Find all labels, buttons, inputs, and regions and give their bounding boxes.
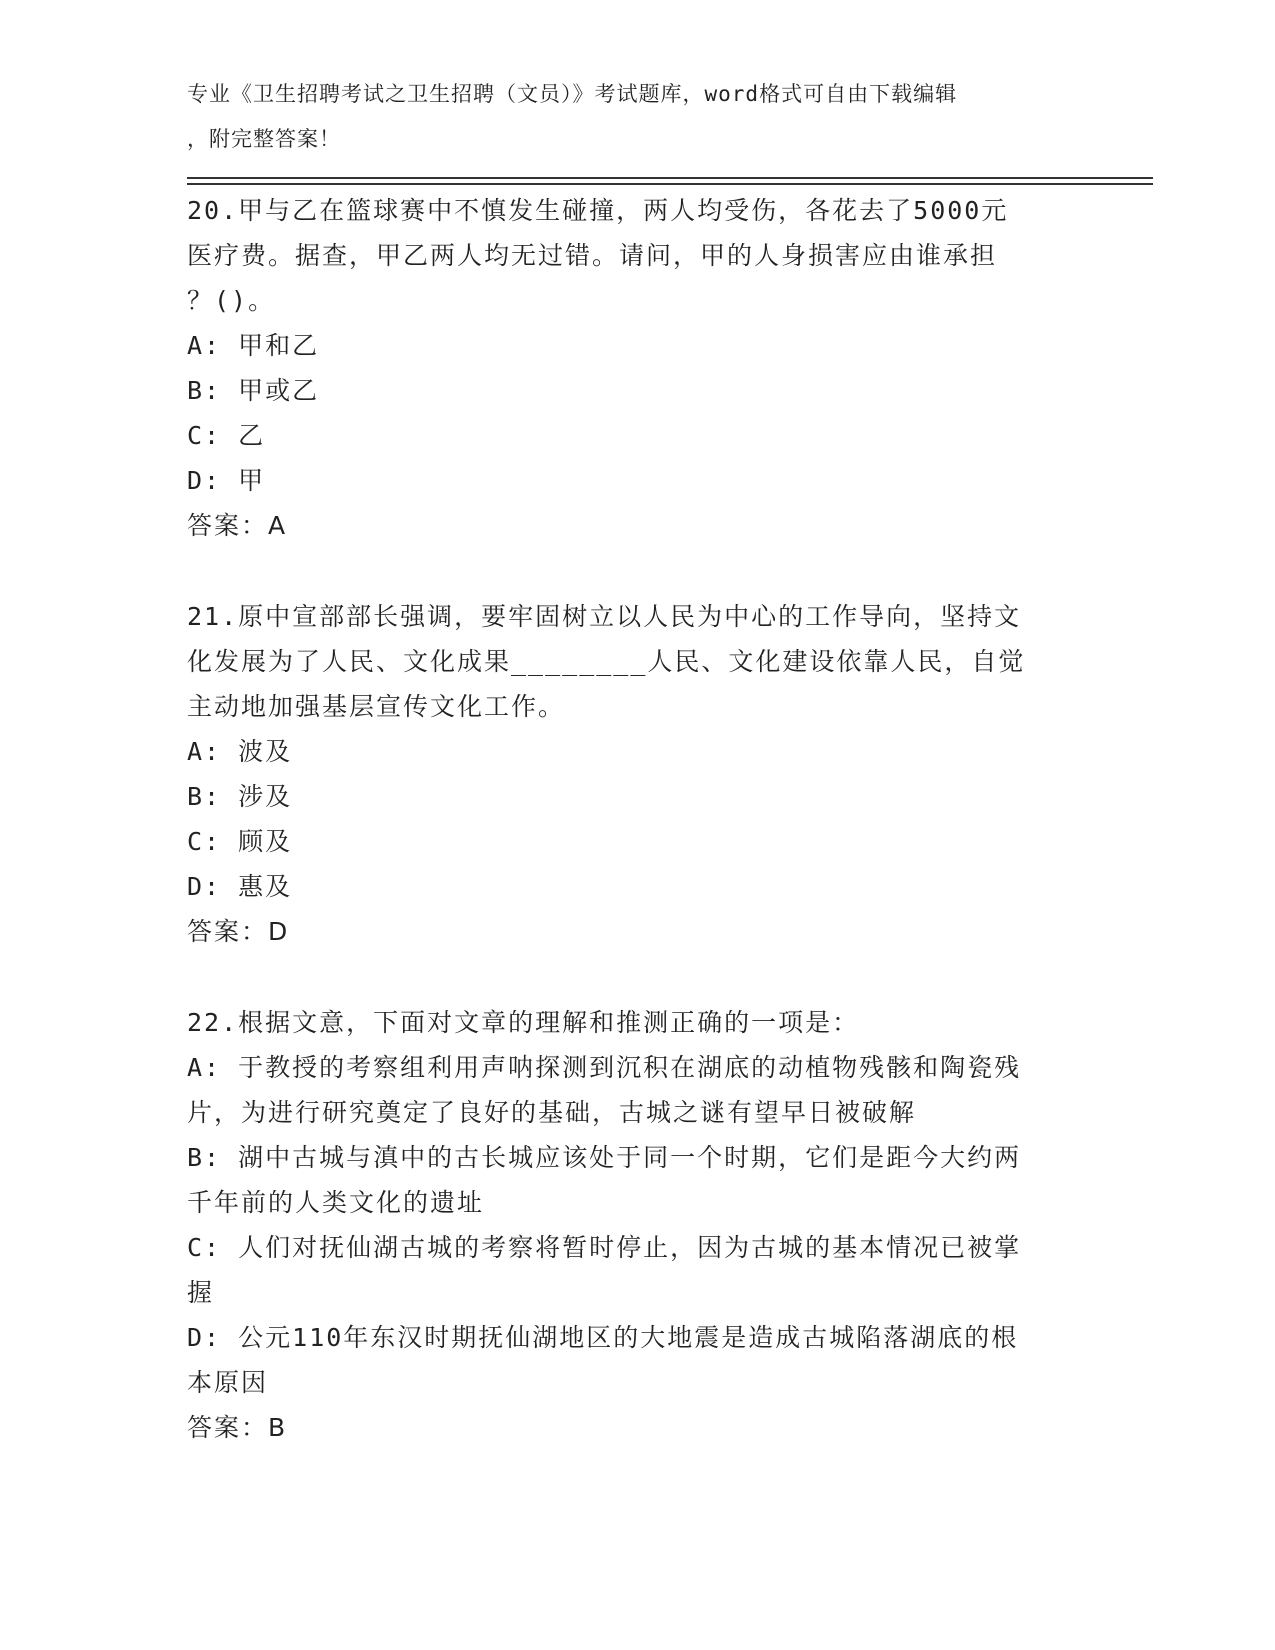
answer-label: 答案：A: [187, 511, 288, 540]
option-a: A: 波及: [187, 737, 293, 766]
document-header: [187, 72, 1067, 162]
answer-label: 答案：B: [187, 1413, 288, 1442]
stem-line: ？()。: [187, 286, 276, 315]
stem-line: 主动地加强基层宣传文化工作。: [187, 692, 566, 721]
option-d: D: 甲: [187, 466, 266, 495]
option-c: C: 人们对抚仙湖古城的考察将暂时停止，因为古城的基本情况已被掌: [187, 1233, 1022, 1262]
question-stem: [187, 1000, 1077, 1045]
question-stem: [187, 594, 1077, 729]
option-b: B: 甲或乙: [187, 376, 320, 405]
question-list: [187, 188, 1077, 1496]
stem-line: 医疗费。据查，甲乙两人均无过错。请问，甲的人身损害应由谁承担: [187, 241, 998, 270]
header-line: ，附完整答案！: [187, 127, 341, 151]
header-divider: [187, 177, 1153, 179]
answer-label: 答案：D: [187, 917, 290, 946]
stem-line: 20.甲与乙在篮球赛中不慎发生碰撞，两人均受伤，各花去了5000元: [187, 196, 1009, 225]
option-b: B: 涉及: [187, 782, 293, 811]
question-21: [187, 594, 1077, 954]
option-b-continued: 千年前的人类文化的遗址: [187, 1188, 485, 1217]
option-c: C: 顾及: [187, 827, 293, 856]
stem-line: 21.原中宣部部长强调，要牢固树立以人民为中心的工作导向，坚持文: [187, 602, 1022, 631]
option-a-continued: 片，为进行研究奠定了良好的基础，古城之谜有望早日被破解: [187, 1098, 917, 1127]
question-stem: [187, 188, 1077, 323]
header-divider: [187, 183, 1153, 185]
option-a: A: 于教授的考察组利用声呐探测到沉积在湖底的动植物残骸和陶瓷残: [187, 1053, 1022, 1082]
question-20: [187, 188, 1077, 548]
stem-line: 化发展为了人民、文化成果________人民、文化建设依靠人民，自觉: [187, 647, 1026, 676]
option-d-continued: 本原因: [187, 1368, 269, 1397]
stem-line: 22.根据文意，下面对文章的理解和推测正确的一项是：: [187, 1008, 860, 1037]
header-line: 专业《卫生招聘考试之卫生招聘（文员）》考试题库，word格式可自由下载编辑: [187, 82, 958, 106]
option-d: D: 惠及: [187, 872, 293, 901]
option-c-continued: 握: [187, 1278, 215, 1307]
option-b: B: 湖中古城与滇中的古长城应该处于同一个时期，它们是距今大约两: [187, 1143, 1022, 1172]
option-d: D: 公元110年东汉时期抚仙湖地区的大地震是造成古城陷落湖底的根: [187, 1323, 1019, 1352]
question-22: [187, 1000, 1077, 1450]
option-a: A: 甲和乙: [187, 331, 320, 360]
option-c: C: 乙: [187, 421, 266, 450]
